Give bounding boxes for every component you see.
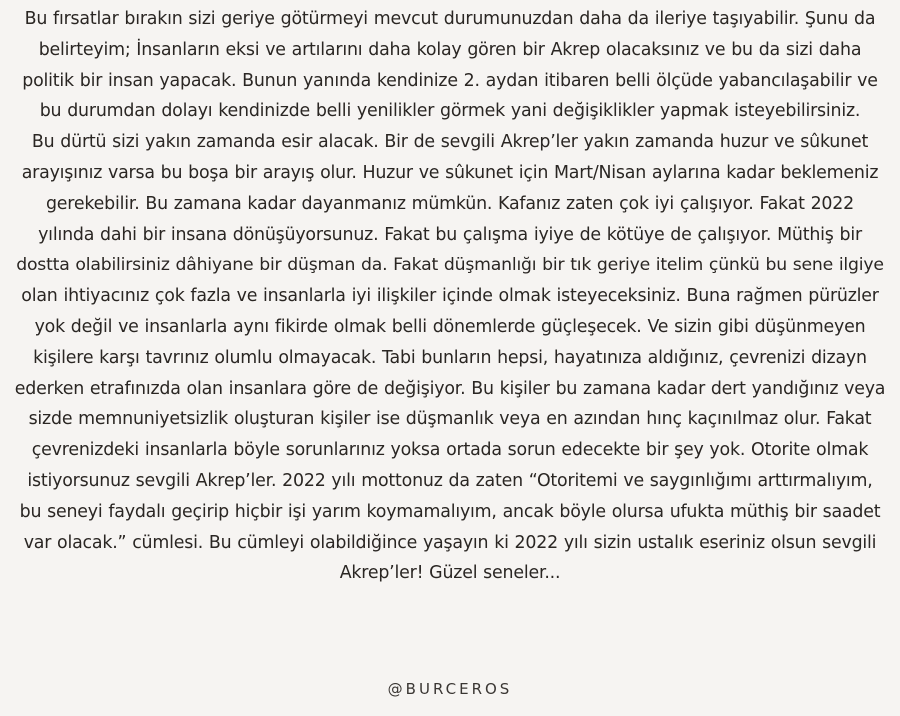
article-line: yok değil ve insanlarla aynı fikirde olmak belli dönemlerde güçleşecek. Ve sizin gibi düşünmeyen bbox=[34, 316, 866, 337]
article-line: olan ihtiyacınız çok fazla ve insanlarla iyi ilişkiler içinde olmak isteyeceksiniz. Buna rağmen pürüzler bbox=[21, 286, 879, 307]
article-line: Bu dürtü sizi yakın zamanda esir alacak. Bir de sevgili Akrep’ler yakın zamanda huzur ve sûkunet bbox=[31, 132, 869, 153]
article-line: bu seneyi faydalı geçirip hiçbir işi yarım koymamalıyım, ancak böyle olursa ufukta müthiş bir saadet bbox=[19, 501, 881, 522]
article-line: var olacak.” cümlesi. Bu cümleyi olabildiğince yaşayın ki 2022 yılı sizin ustalık eseriniz olsun sevgili bbox=[23, 532, 877, 553]
article-line: kişilere karşı tavrınız olumlu olmayacak. Tabi bunların hepsi, hayatınıza aldığınız, çevrenizi dizayn bbox=[33, 347, 867, 368]
article-line: yılında dahi bir insana dönüşüyorsunuz. Fakat bu çalışma iyiye de kötüye de çalışıyor. Müthiş bir bbox=[38, 224, 862, 245]
article-line: belirteyim; İnsanların eksi ve artılarını daha kolay gören bir Akrep olacaksınız ve bu da sizi daha bbox=[38, 39, 862, 60]
article-line: Bu fırsatlar bırakın sizi geriye götürmeyi mevcut durumunuzdan daha da ileriye taşıyabilir. Şunu da bbox=[24, 9, 876, 29]
article-line: gerekebilir. Bu zamana kadar dayanmanız mümkün. Kafanız zaten çok iyi çalışıyor. Fakat 2022 bbox=[45, 193, 855, 214]
article-line: Akrep’ler! Güzel seneler... bbox=[339, 563, 561, 584]
article-line: politik bir insan yapacak. Bunun yanında kendinize 2. aydan itibaren belli ölçüde yabancılaşabilir ve bbox=[22, 70, 878, 91]
article-line: arayışınız varsa bu boşa bir arayış olur. Huzur ve sûkunet için Mart/Nisan aylarına kadar beklemeniz bbox=[21, 162, 879, 183]
article-line: bu durumdan dolayı kendinizde belli yenilikler görmek yani değişiklikler yapmak isteyebilirsiniz. bbox=[39, 101, 861, 122]
article-text bbox=[14, 4, 886, 589]
article-line: sizde memnuniyetsizlik oluşturan kişiler ise düşmanlık veya en azından hınç kaçınılmaz olur. Fakat bbox=[28, 409, 872, 430]
article-line: istiyorsunuz sevgili Akrep’ler. 2022 yılı mottonuz da zaten “Otoritemi ve saygınlığımı arttırmalıyım, bbox=[27, 470, 873, 491]
author-handle: @BURCEROS bbox=[387, 680, 513, 698]
article-line: ederken etrafınızda olan insanlara göre de değişiyor. Bu kişiler bu zamana kadar dert yandığınız veya bbox=[14, 378, 886, 399]
article-line: dostta olabilirsiniz dâhiyane bir düşman da. Fakat düşmanlığı bir tık geriye itelim çünkü bu sene ilgiye bbox=[16, 255, 884, 276]
article-line: çevrenizdeki insanlarla böyle sorunlarınız yoksa ortada sorun edecekte bir şey yok. Otorite olmak bbox=[31, 440, 869, 461]
